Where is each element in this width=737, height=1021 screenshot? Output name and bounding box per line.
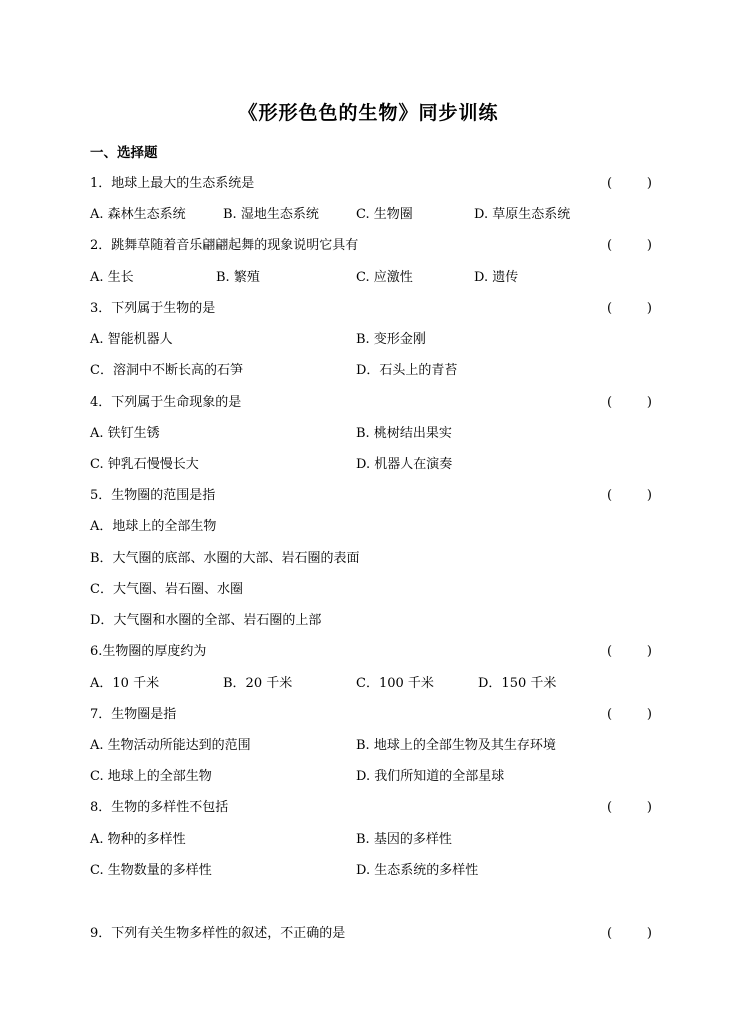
question-stem: 8．生物的多样性不包括 [90,800,229,815]
option-a: A. 生长 [90,270,134,285]
option-b: B. 桃树结出果实 [356,426,452,441]
option-a: A．10 千米 [90,676,160,691]
option-d: D. 草原生态系统 [474,207,571,222]
question-3 [90,298,652,320]
answer-blank: ( ) [607,176,652,191]
options-row [90,360,652,382]
question-7 [90,704,652,726]
answer-blank: ( ) [607,238,652,253]
option-d: D．石头上的青苔 [356,363,458,378]
options-row [90,204,652,226]
question-stem: 5．生物圈的范围是指 [90,488,216,503]
options-row [90,267,652,289]
options-row [90,766,652,788]
option-c: C. 生物圈 [356,207,413,222]
question-1 [90,173,652,195]
option-c: C. 应激性 [356,270,413,285]
question-stem: 4．下列属于生命现象的是 [90,395,242,410]
question-stem: 1．地球上最大的生态系统是 [90,176,255,191]
option-d: D. 我们所知道的全部星球 [356,769,505,784]
option-b: B. 湿地生态系统 [223,207,319,222]
option-c: C. 生物数量的多样性 [90,863,212,878]
options-row [90,454,652,476]
option-a: A. 物种的多样性 [90,832,186,847]
question-2 [90,235,652,257]
options-row [90,329,652,351]
answer-blank: ( ) [607,644,652,659]
option-b: B. 地球上的全部生物及其生存环境 [356,738,556,753]
question-9 [90,923,652,945]
option-a: A. 森林生态系统 [90,207,186,222]
option-c: C．溶洞中不断长高的石笋 [90,363,243,378]
option-b: B. 基因的多样性 [356,832,452,847]
question-stem: 6.生物圈的厚度约为 [90,644,207,659]
section-heading: 一、选择题 [90,145,158,161]
options-row [90,735,652,757]
question-stem: 2．跳舞草随着音乐翩翩起舞的现象说明它具有 [90,238,359,253]
option-b: B. 繁殖 [216,270,260,285]
option-c: C. 钟乳石慢慢长大 [90,457,199,472]
option-b: B．20 千米 [223,676,293,691]
option-a: A. 铁钉生锈 [90,426,160,441]
options-row [90,673,652,695]
answer-blank: ( ) [607,301,652,316]
options-row [90,829,652,851]
question-8 [90,797,652,819]
options-row [90,860,652,882]
answer-blank: ( ) [607,395,652,410]
option-b: B. 变形金刚 [356,332,426,347]
option-c: C．大气圈、岩石圈、水圈 [90,582,243,597]
option-b: B．大气圈的底部、水圈的大部、岩石圈的表面 [90,551,360,566]
question-stem: 7．生物圈是指 [90,707,177,722]
question-stem: 9．下列有关生物多样性的叙述，不正确的是 [90,926,346,941]
option-a: A. 智能机器人 [90,332,173,347]
answer-blank: ( ) [607,488,652,503]
question-6 [90,641,652,663]
page-title: 《形形色色的生物》同步训练 [238,102,499,124]
option-d: D. 遗传 [474,270,519,285]
options-row [90,423,652,445]
option-d: D. 生态系统的多样性 [356,863,479,878]
option-d: D. 机器人在演奏 [356,457,453,472]
answer-blank: ( ) [607,707,652,722]
option-d: D．150 千米 [478,676,557,691]
question-5 [90,485,652,507]
option-a: A．地球上的全部生物 [90,519,217,534]
question-4 [90,392,652,414]
option-a: A. 生物活动所能达到的范围 [90,738,251,753]
option-d: D．大气圈和水圈的全部、岩石圈的上部 [90,613,322,628]
answer-blank: ( ) [607,926,652,941]
option-c: C．100 千米 [356,676,434,691]
option-c: C. 地球上的全部生物 [90,769,212,784]
question-stem: 3．下列属于生物的是 [90,301,216,316]
answer-blank: ( ) [607,800,652,815]
